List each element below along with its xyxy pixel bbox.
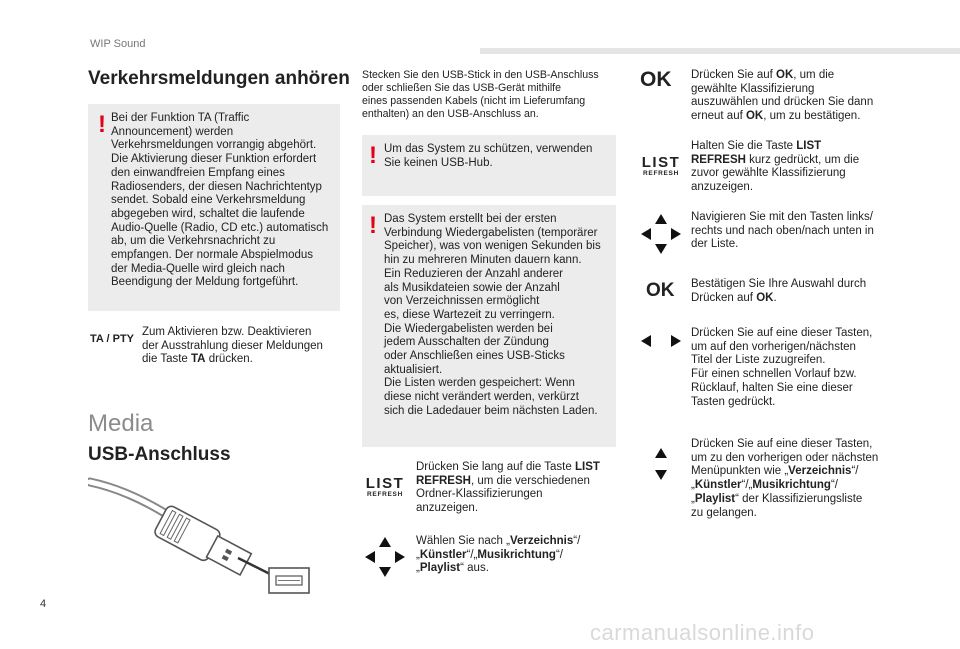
list-refresh-icon: LIST REFRESH bbox=[365, 475, 405, 498]
warning-icon: ! bbox=[369, 142, 377, 169]
ok-select-text: Drücken Sie auf OK, um die gewählte Klassifizierung auszuwählen und drücken Sie dann erneut auf OK, um zu bestätigen. bbox=[691, 69, 874, 123]
warning-text-playlists: Das System erstellt bei der ersten Verbindung Wiedergabelisten (temporärer Speicher), was von wenigen Sekunden bis hin zu mehreren Minuten dauern kann. Ein Reduzieren der Anzahl anderer als Musikdateien sowie der Anzahl von Verzeichnissen ermöglicht es, diese Wartezeit zu verringern. Die Wiedergabelisten werden bei jedem Ausschalten der Zündung oder Anschließen eines USB-Sticks aktualisiert. Die Listen werden gespeichert: Wenn diese nicht verändert werden, verkürzt sich die Ladedauer beim nächsten Laden. bbox=[384, 213, 601, 417]
warning-box-traffic bbox=[88, 104, 340, 311]
warning-box-playlists bbox=[362, 205, 616, 447]
list-refresh-icon: LIST REFRESH bbox=[641, 154, 681, 177]
left-right-arrows-icon bbox=[640, 334, 682, 348]
list-refresh-short-text: Halten Sie die Taste LIST REFRESH kurz gedrückt, um die zuvor gewählte Klassifizierung anzuzeigen. bbox=[691, 140, 860, 194]
header-bar bbox=[480, 48, 960, 54]
warning-icon: ! bbox=[98, 111, 106, 138]
ta-pty-description: Zum Aktivieren bzw. Deaktivieren der Ausstrahlung dieser Meldungen die Taste TA drücken. bbox=[142, 326, 323, 366]
warning-box-usb-hub bbox=[362, 135, 616, 196]
header-title: WIP Sound bbox=[90, 38, 146, 50]
menu-navigate-text: Drücken Sie auf eine dieser Tasten, um zu den vorherigen oder nächsten Menüpunkten wie „Verzeichnis“/ „Künstler“/„Musikrichtung“/ „Playlist“ der Klassifizierungsliste zu gelangen. bbox=[691, 438, 879, 519]
warning-icon: ! bbox=[369, 212, 377, 239]
usb-illustration bbox=[88, 476, 318, 598]
usb-intro-text: Stecken Sie den USB-Stick in den USB-Anschluss oder schließen Sie das USB-Gerät mithilfe eines passenden Kabels (nicht im Lieferumfang enthalten) an den USB-Anschluss an. bbox=[362, 69, 599, 120]
four-way-arrows-icon bbox=[364, 536, 406, 578]
navigate-text: Navigieren Sie mit den Tasten links/ rechts und nach oben/nach unten in der Liste. bbox=[691, 211, 874, 251]
list-refresh-long-text: Drücken Sie lang auf die Taste LIST REFRESH, um die verschiedenen Ordner-Klassifizierungen anzuzeigen. bbox=[416, 461, 600, 515]
ta-pty-button-label: TA / PTY bbox=[90, 333, 134, 345]
warning-text-usb-hub: Um das System zu schützen, verwenden Sie keinen USB-Hub. bbox=[384, 143, 593, 169]
prev-next-text: Drücken Sie auf eine dieser Tasten, um auf den vorherigen/nächsten Titel der Liste zuzugreifen. Für einen schnellen Vorlauf bzw. Rücklauf, halten Sie eine dieser Tasten gedrückt. bbox=[691, 327, 873, 408]
select-classification-text: Wählen Sie nach „Verzeichnis“/ „Künstler“/„Musikrichtung“/ „Playlist“ aus. bbox=[416, 535, 581, 575]
ok-confirm-text: Bestätigen Sie Ihre Auswahl durch Drücken auf OK. bbox=[691, 278, 867, 304]
media-heading: Media bbox=[88, 410, 154, 437]
warning-text-traffic: Bei der Funktion TA (Traffic Announcement) werden Verkehrsmeldungen vorrangig abgehört. Die Aktivierung dieser Funktion erfordert den einwandfreien Empfang eines Radiosenders, der diesen Nachrichtentyp sendet. Sobald eine Verkehrsmeldung abgegeben wird, schaltet die laufende Audio-Quelle (Radio, CD etc.) automatisch ab, um die Verkehrsnachricht zu empfangen. Der normale Abspielmodus der Media-Quelle wird gleich nach Beendigung der Meldung fortgeführt. bbox=[111, 112, 329, 289]
page-number: 4 bbox=[40, 598, 47, 610]
section-heading-traffic: Verkehrsmeldungen anhören bbox=[88, 68, 350, 89]
four-way-arrows-icon bbox=[640, 213, 682, 255]
ok-button-icon: OK bbox=[640, 68, 672, 91]
up-down-arrows-icon bbox=[653, 447, 669, 481]
watermark: carmanualsonline.info bbox=[590, 620, 815, 645]
ok-button-icon: OK bbox=[646, 280, 675, 301]
usb-heading: USB-Anschluss bbox=[88, 444, 231, 465]
